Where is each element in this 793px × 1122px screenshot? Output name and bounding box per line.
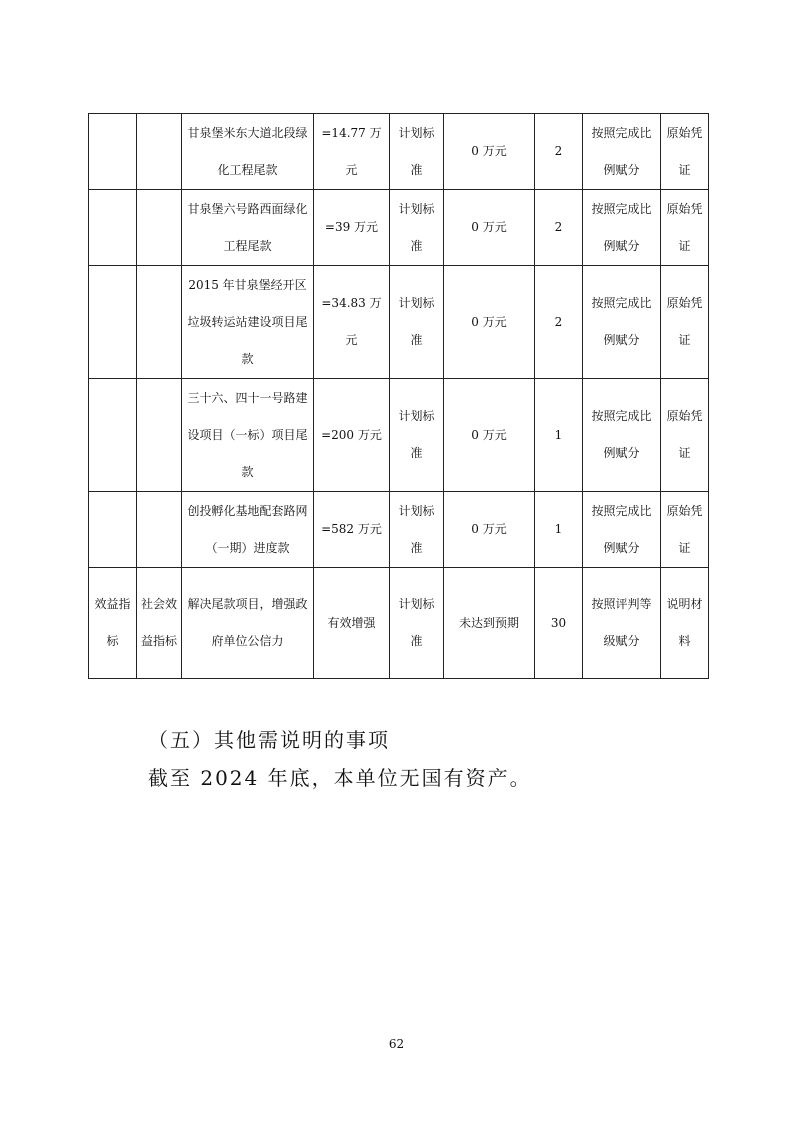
basis-cell: 计划标准 — [390, 379, 444, 492]
evidence-cell: 原始凭证 — [661, 114, 709, 190]
actual-cell: 0 万元 — [444, 114, 535, 190]
actual-cell: 0 万元 — [444, 266, 535, 379]
actual-cell: 未达到预期 — [444, 568, 535, 679]
evidence-cell: 原始凭证 — [661, 266, 709, 379]
target-cell: 有效增强 — [314, 568, 390, 679]
item-cell: 2015 年甘泉堡经开区垃圾转运站建设项目尾款 — [182, 266, 314, 379]
item-cell: 甘泉堡米东大道北段绿化工程尾款 — [182, 114, 314, 190]
subcategory-cell — [137, 190, 182, 266]
body-paragraph: 截至 2024 年底，本单位无国有资产。 — [148, 766, 532, 790]
method-cell: 按照完成比例赋分 — [583, 190, 661, 266]
target-cell: =582 万元 — [314, 492, 390, 568]
actual-cell: 0 万元 — [444, 492, 535, 568]
basis-cell: 计划标准 — [390, 190, 444, 266]
section-heading: （五）其他需说明的事项 — [148, 728, 390, 752]
table-row — [89, 114, 709, 190]
table-row — [89, 379, 709, 492]
category-cell — [89, 190, 137, 266]
item-cell: 解决尾款项目，增强政府单位公信力 — [182, 568, 314, 679]
basis-cell: 计划标准 — [390, 568, 444, 679]
table-row — [89, 266, 709, 379]
method-cell: 按照完成比例赋分 — [583, 114, 661, 190]
category-cell: 效益指标 — [89, 568, 137, 679]
method-cell: 按照评判等级赋分 — [583, 568, 661, 679]
target-cell: =34.83 万元 — [314, 266, 390, 379]
subcategory-cell — [137, 114, 182, 190]
target-cell: =200 万元 — [314, 379, 390, 492]
subcategory-cell: 社会效益指标 — [137, 568, 182, 679]
table-row — [89, 190, 709, 266]
category-cell — [89, 114, 137, 190]
evidence-cell: 原始凭证 — [661, 190, 709, 266]
item-cell: 甘泉堡六号路西面绿化工程尾款 — [182, 190, 314, 266]
table-row — [89, 568, 709, 679]
score-cell: 1 — [535, 379, 583, 492]
target-cell: =14.77 万元 — [314, 114, 390, 190]
subcategory-cell — [137, 266, 182, 379]
score-cell: 2 — [535, 266, 583, 379]
performance-table — [88, 113, 709, 679]
subcategory-cell — [137, 379, 182, 492]
score-cell: 2 — [535, 114, 583, 190]
target-cell: =39 万元 — [314, 190, 390, 266]
score-cell: 1 — [535, 492, 583, 568]
item-cell: 创投孵化基地配套路网（一期）进度款 — [182, 492, 314, 568]
evidence-cell: 原始凭证 — [661, 379, 709, 492]
evidence-cell: 原始凭证 — [661, 492, 709, 568]
actual-cell: 0 万元 — [444, 379, 535, 492]
basis-cell: 计划标准 — [390, 492, 444, 568]
method-cell: 按照完成比例赋分 — [583, 379, 661, 492]
actual-cell: 0 万元 — [444, 190, 535, 266]
category-cell — [89, 492, 137, 568]
score-cell: 30 — [535, 568, 583, 679]
method-cell: 按照完成比例赋分 — [583, 492, 661, 568]
table-row — [89, 492, 709, 568]
category-cell — [89, 379, 137, 492]
page-number: 62 — [388, 1037, 405, 1051]
method-cell: 按照完成比例赋分 — [583, 266, 661, 379]
basis-cell: 计划标准 — [390, 114, 444, 190]
basis-cell: 计划标准 — [390, 266, 444, 379]
item-cell: 三十六、四十一号路建设项目（一标）项目尾款 — [182, 379, 314, 492]
score-cell: 2 — [535, 190, 583, 266]
category-cell — [89, 266, 137, 379]
subcategory-cell — [137, 492, 182, 568]
evidence-cell: 说明材料 — [661, 568, 709, 679]
